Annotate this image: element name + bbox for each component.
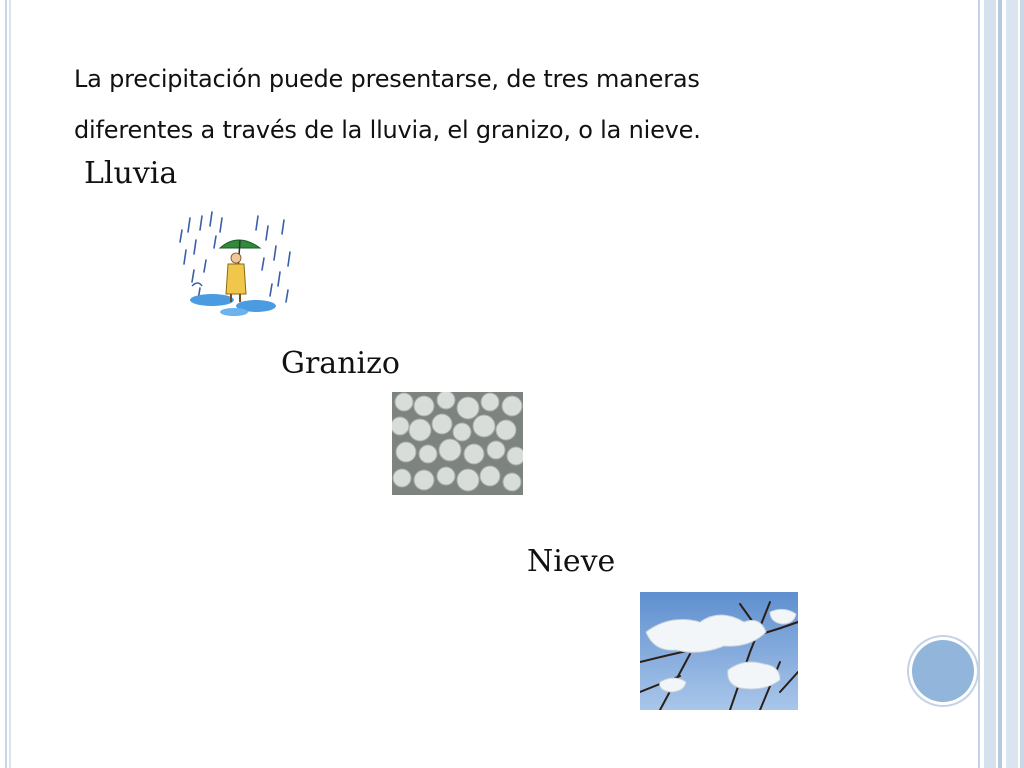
intro-line-2: diferentes a través de la lluvia, el granizo, o la nieve.	[74, 116, 701, 144]
label-nieve: Nieve	[527, 544, 616, 579]
rain-clipart-image	[176, 210, 296, 320]
intro-text	[74, 54, 894, 156]
label-granizo: Granizo	[281, 346, 400, 381]
hail-photo-image	[392, 392, 523, 495]
decorative-circle	[912, 640, 974, 702]
snow-branch-photo-image	[640, 592, 798, 710]
intro-line-1: La precipitación puede presentarse, de tres maneras	[74, 65, 700, 93]
slide-border-left	[0, 0, 14, 768]
label-lluvia: Lluvia	[84, 156, 178, 191]
slide-border-right	[976, 0, 1024, 768]
